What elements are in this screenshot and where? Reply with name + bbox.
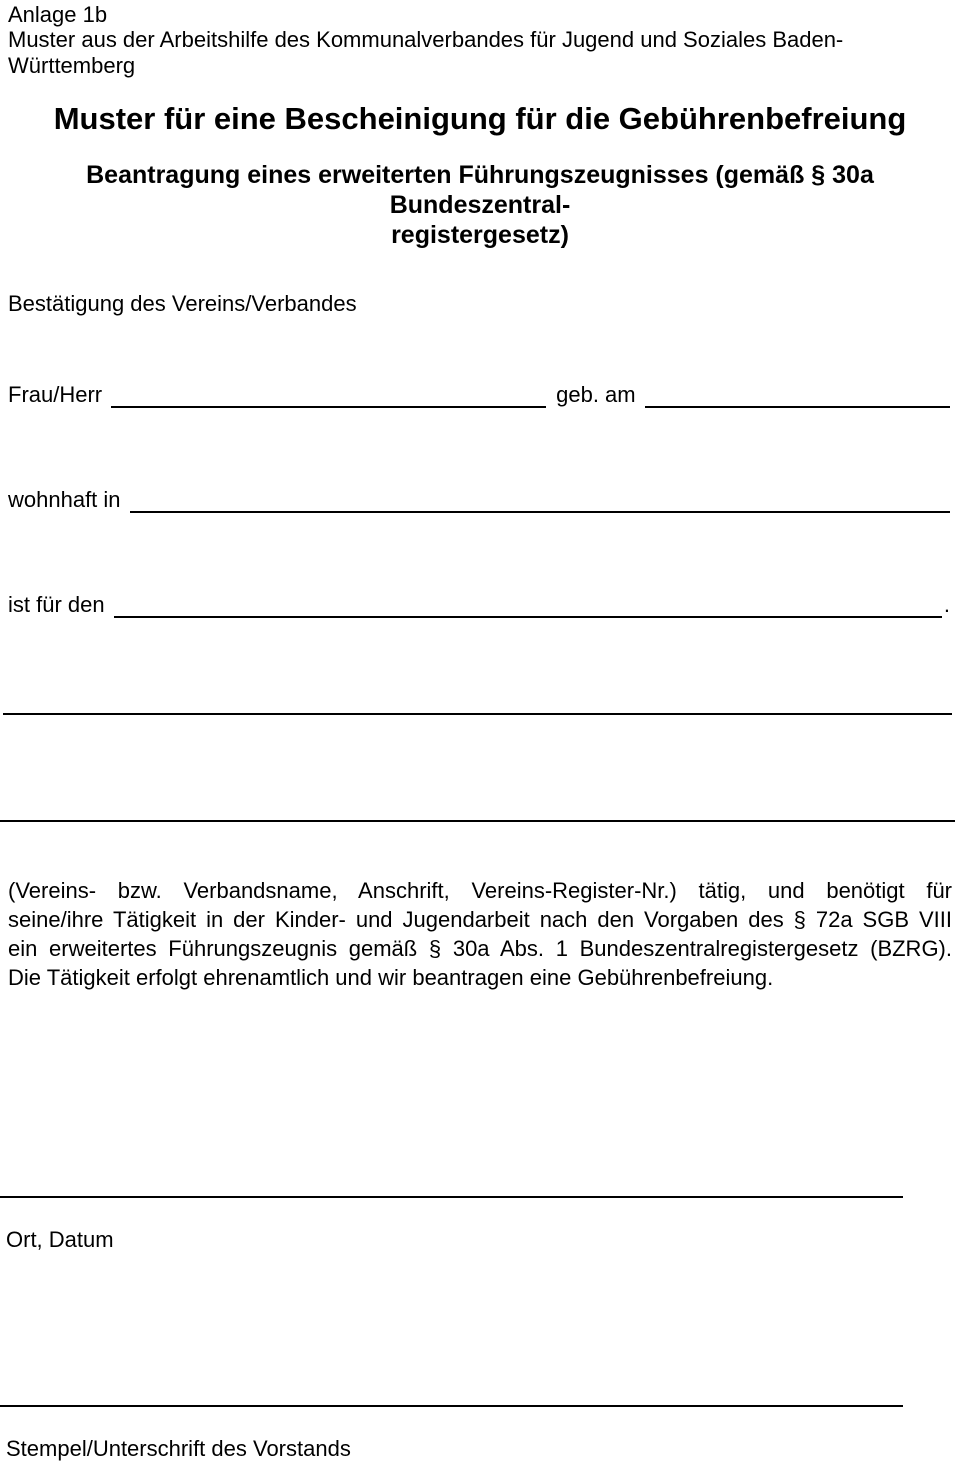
stamp-signature-label: Stempel/Unterschrift des Vorstands <box>6 1436 351 1461</box>
annex-label: Anlage 1b <box>8 2 108 27</box>
document-title: Muster für eine Bescheinigung für die Gebührenbefreiung <box>53 101 907 136</box>
paragraph-line: seine/ihre Tätigkeit in der Kinder- und Jugendarbeit nach den Vorgaben des § 72a SGB VIII <box>8 907 952 932</box>
residence-blank-line <box>130 483 950 513</box>
source-note: Muster aus der Arbeitshilfe des Kommunalverbandes für Jugend und Soziales Baden-Württemberg <box>8 27 844 78</box>
organization-blank-line-1 <box>3 713 952 715</box>
organization-paragraph <box>8 876 952 992</box>
name-field-row <box>8 378 950 408</box>
birthdate-label: geb. am <box>556 382 636 407</box>
paragraph-line: Die Tätigkeit erfolgt ehrenamtlich und wir beantragen eine Gebührenbefreiung. <box>8 965 774 990</box>
paragraph-line: (Vereins- bzw. Verbandsname, Anschrift, Vereins-Register-Nr.) tätig, und benötigt für <box>8 878 952 903</box>
role-suffix-period: . <box>943 592 950 617</box>
role-blank-line <box>114 588 942 618</box>
birthdate-blank-line <box>645 378 950 408</box>
subtitle-line: Beantragung eines erweiterten Führungszeugnisses (gemäß § 30a Bundeszentral- <box>86 161 874 219</box>
role-field-row <box>8 588 950 618</box>
subtitle-line: registergesetz) <box>391 221 569 249</box>
residence-field-row <box>8 483 950 513</box>
section-heading: Bestätigung des Vereins/Verbandes <box>8 291 357 316</box>
residence-label: wohnhaft in <box>8 487 121 512</box>
paragraph-line: ein erweitertes Führungszeugnis gemäß § 30a Abs. 1 Bundeszentralregistergesetz (BZRG). <box>8 936 952 961</box>
organization-blank-line-2 <box>0 820 955 822</box>
name-blank-line <box>111 378 546 408</box>
place-date-label: Ort, Datum <box>6 1227 114 1252</box>
place-date-signature-line <box>0 1196 903 1198</box>
stamp-signature-line <box>0 1405 903 1407</box>
role-label: ist für den <box>8 592 105 617</box>
document-subtitle <box>0 160 960 250</box>
name-label: Frau/Herr <box>8 382 103 407</box>
